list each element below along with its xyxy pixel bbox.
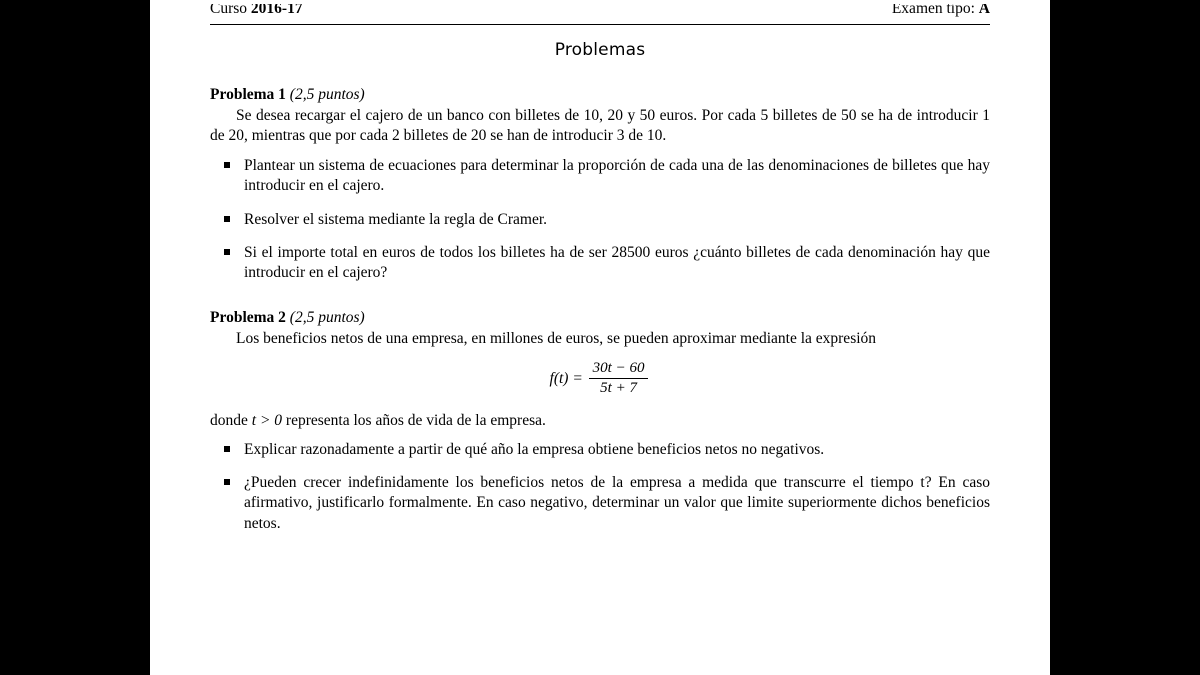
page-title: Problemas	[554, 40, 646, 60]
formula-lhs: f(t) =	[549, 370, 583, 388]
square-bullet-icon	[224, 479, 230, 485]
problem-1-items	[210, 156, 990, 283]
problem-2-heading	[210, 309, 990, 327]
square-bullet-icon	[224, 249, 230, 255]
formula-numerator: 30t − 60	[592, 360, 645, 377]
header-exam-type-label: Examen tipo:	[891, 4, 979, 17]
formula-fraction	[589, 360, 649, 397]
square-bullet-icon	[224, 446, 230, 452]
page-header	[210, 0, 990, 20]
problem-1-intro: Se desea recargar el cajero de un banco con billetes de 10, 20 y 50 euros. Por cada 5 billetes de 50 se ha de introducir 1 de 20, mientras que por cada 2 billetes de 20 se han de introducir 3 de 10.	[210, 107, 990, 145]
list-item	[244, 243, 990, 283]
problem-1-name: Problema 1	[210, 86, 286, 103]
list-item-text: Explicar razonadamente a partir de qué año la empresa obtiene beneficios netos no negativos.	[244, 441, 825, 459]
problem-2-intro: Los beneficios netos de una empresa, en millones de euros, se pueden aproximar mediante la expresión	[236, 329, 877, 347]
list-item-text: Si el importe total en euros de todos los billetes ha de ser 28500 euros ¿cuánto billetes de cada denominación hay que introducir en el cajero?	[244, 243, 990, 281]
problem-2-name: Problema 2	[210, 308, 286, 326]
header-exam-type-value: A	[978, 4, 990, 17]
problem-1-heading	[210, 86, 990, 104]
problem-2-points: (2,5 puntos)	[289, 308, 365, 326]
list-item-text: Plantear un sistema de ecuaciones para determinar la proporción de cada una de las denominaciones de billetes que hay introducir en el cajero.	[244, 157, 990, 195]
list-item	[244, 473, 990, 533]
header-exam-type	[892, 4, 990, 20]
formula-note-pre: donde	[210, 412, 252, 430]
header-course-value: 2016-17	[250, 4, 303, 17]
list-item	[244, 210, 990, 230]
square-bullet-icon	[224, 216, 230, 222]
problem-2-items	[210, 440, 990, 534]
formula-denominator: 5t + 7	[589, 378, 649, 397]
problem-1-points: (2,5 puntos)	[289, 86, 365, 103]
header-course	[210, 4, 303, 20]
square-bullet-icon	[224, 162, 230, 168]
problem-2-formula-note	[210, 412, 990, 430]
list-item-text: ¿Pueden crecer indefinidamente los beneficios netos de la empresa a medida que transcurre el tiempo t? En caso afirmativo, justificarlo formalmente. En caso negativo, determinar un valor que limite superiormente dichos beneficios netos.	[244, 474, 990, 532]
list-item	[244, 440, 990, 460]
formula-note-math: t > 0	[251, 412, 283, 430]
formula-note-post: representa los años de vida de la empresa.	[282, 412, 546, 430]
document-page	[150, 0, 1050, 675]
list-item	[244, 156, 990, 196]
header-divider	[210, 24, 990, 25]
problem-2-formula	[210, 361, 990, 398]
header-course-label: Curso	[210, 4, 251, 17]
list-item-text: Resolver el sistema mediante la regla de Cramer.	[244, 210, 547, 228]
